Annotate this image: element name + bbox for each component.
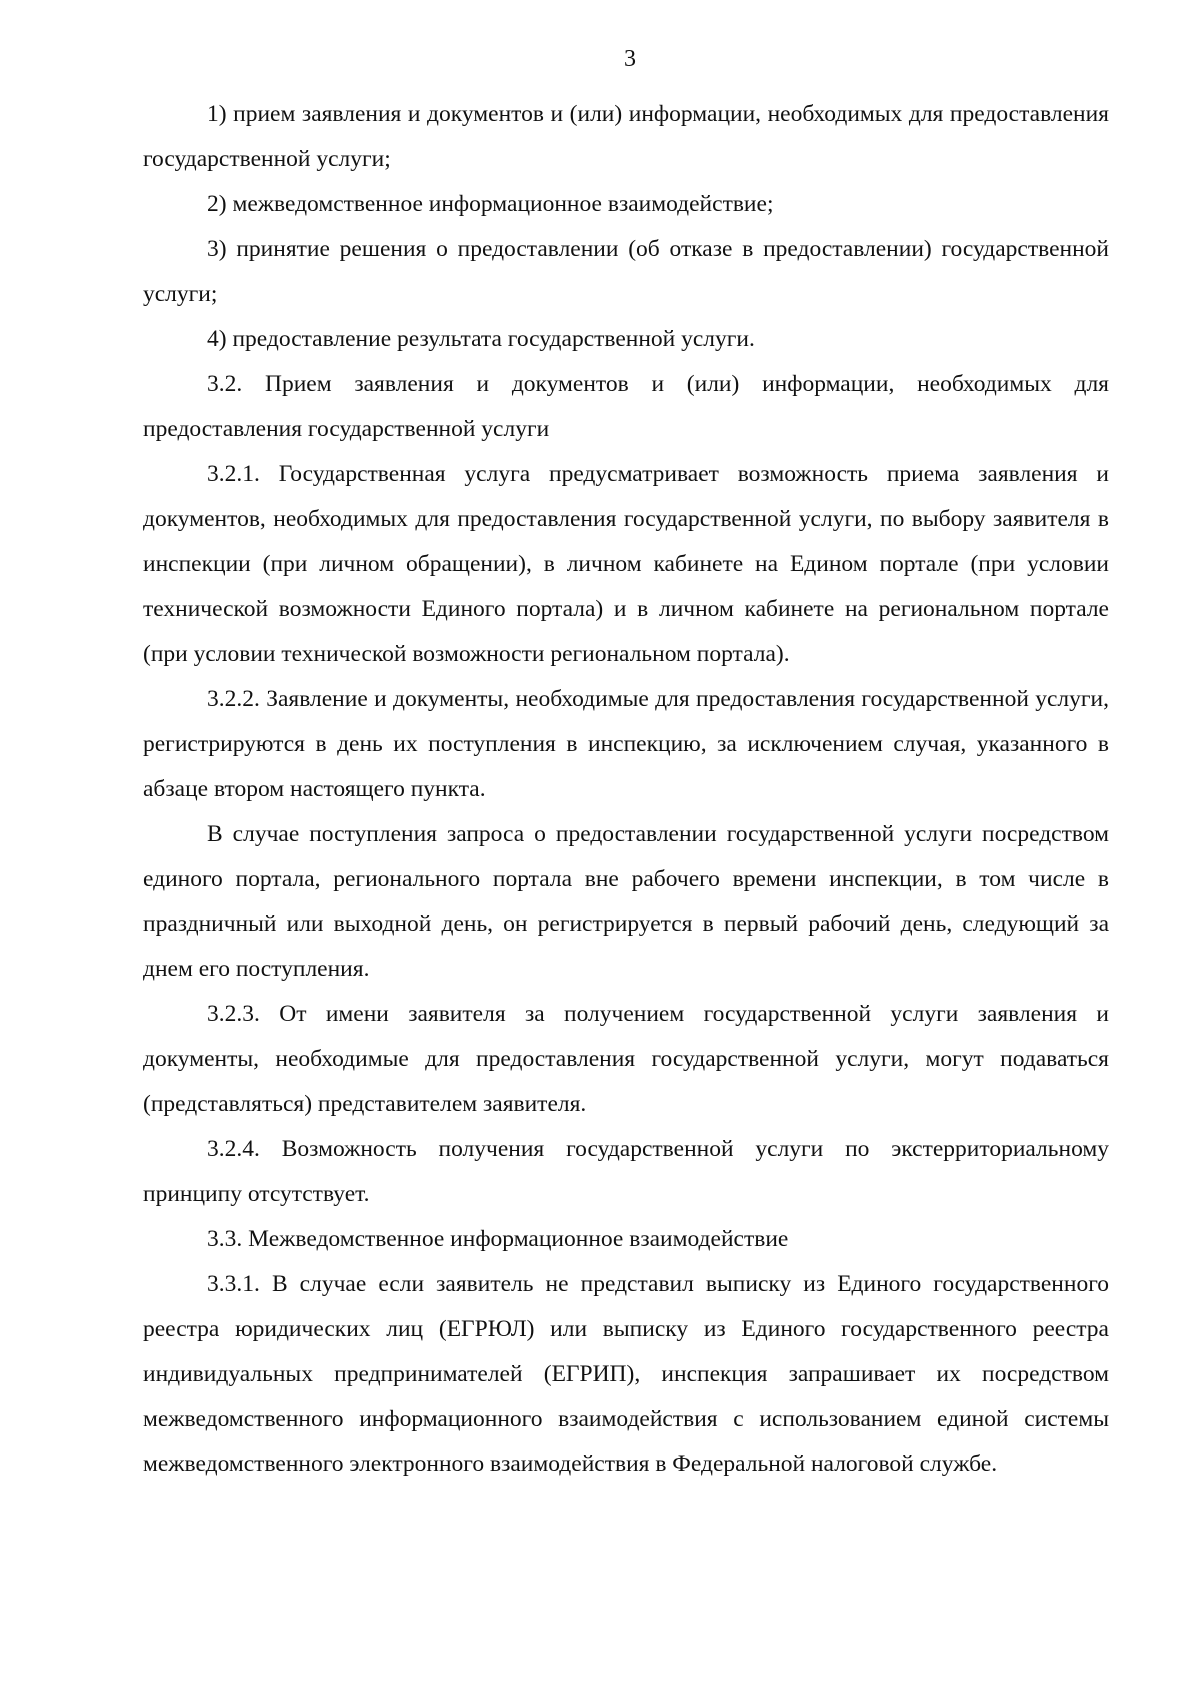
document-body xyxy=(143,92,1109,1487)
paragraph-list-item-3: 3) принятие решения о предоставлении (об отказе в предоставлении) государственной услуги; xyxy=(143,236,1109,307)
section-heading-3-3: 3.3. Межведомственное информационное взаимодействие xyxy=(207,1226,789,1252)
paragraph-list-item-1: 1) прием заявления и документов и (или) информации, необходимых для предоставления государственной услуги; xyxy=(143,101,1109,172)
paragraph-3-2-3: 3.2.3. От имени заявителя за получением государственной услуги заявления и документы, необходимые для предоставления государственной услуги, могут подаваться (представляться) представителем заявителя. xyxy=(143,1001,1109,1117)
paragraph-3-2-2-second: В случае поступления запроса о предоставлении государственной услуги посредством единого портала, регионального портала вне рабочего времени инспекции, в том числе в праздничный или выходной день, он регистрируется в первый рабочий день, следующий за днем его поступления. xyxy=(143,821,1109,982)
paragraph-3-2-4: 3.2.4. Возможность получения государственной услуги по экстерриториальному принципу отсутствует. xyxy=(143,1136,1109,1207)
paragraph-3-3-1: 3.3.1. В случае если заявитель не представил выписку из Единого государственного реестра юридических лиц (ЕГРЮЛ) или выписку из Единого государственного реестра индивидуальных предпринимателей (ЕГРИП), инспекция запрашивает их посредством межведомственного информационного взаимодействия с использованием единой системы межведомственного электронного взаимодействия в Федеральной налоговой службе. xyxy=(143,1271,1109,1477)
paragraph-list-item-2: 2) межведомственное информационное взаимодействие; xyxy=(207,191,774,217)
paragraph-list-item-4: 4) предоставление результата государственной услуги. xyxy=(207,326,755,352)
section-heading-3-2: 3.2. Прием заявления и документов и (или) информации, необходимых для предоставления государственной услуги xyxy=(143,371,1109,442)
paragraph-3-2-2: 3.2.2. Заявление и документы, необходимые для предоставления государственной услуги, регистрируются в день их поступления в инспекцию, за исключением случая, указанного в абзаце втором настоящего пункта. xyxy=(143,686,1109,802)
page-number: 3 xyxy=(624,46,636,72)
paragraph-3-2-1: 3.2.1. Государственная услуга предусматривает возможность приема заявления и документов, необходимых для предоставления государственной услуги, по выбору заявителя в инспекции (при личном обращении), в личном кабинете на Едином портале (при условии технической возможности Единого портала) и в личном кабинете на региональном портале (при условии технической возможности региональном портала). xyxy=(143,461,1109,667)
